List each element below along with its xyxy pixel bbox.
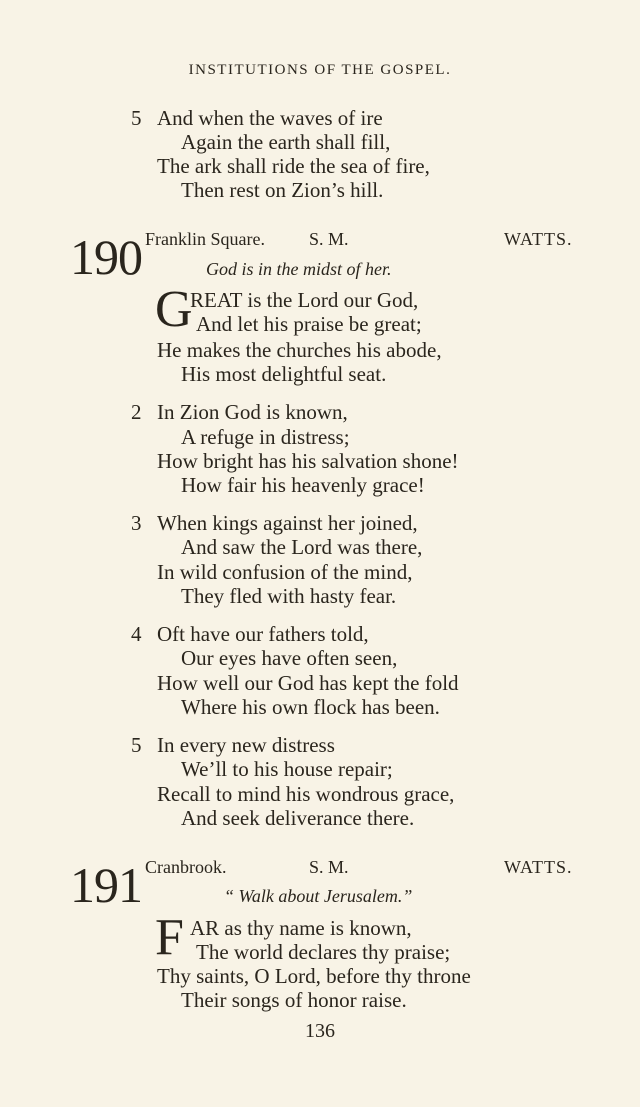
verse-line: The world declares thy praise; [196, 940, 451, 964]
tune-name: Franklin Square. [145, 229, 265, 249]
verse-line: Again the earth shall fill, [181, 130, 391, 154]
verse-line: In Zion God is known, [157, 400, 348, 424]
running-header: INSTITUTIONS OF THE GOSPEL. [188, 62, 452, 78]
verse-line: Recall to mind his wondrous grace, [157, 782, 455, 806]
meter: S. M. [309, 229, 349, 249]
verse-line: And let his praise be great; [196, 312, 422, 336]
hymn-number: 191 [70, 857, 142, 913]
verse-line: Their songs of honor raise. [181, 988, 407, 1012]
verse-line: When kings against her joined, [157, 511, 418, 535]
verse-line: REAT is the Lord our God, [190, 288, 419, 312]
page-number: 136 [305, 1020, 335, 1042]
stanza-number: 3 [131, 511, 142, 535]
verse-line: His most delightful seat. [181, 362, 387, 386]
verse-line: In wild confusion of the mind, [157, 560, 413, 584]
hymn-number: 190 [70, 229, 142, 285]
verse-line: The ark shall ride the sea of fire, [157, 154, 430, 178]
verse-line: Our eyes have often seen, [181, 646, 398, 670]
verse-line: Oft have our fathers told, [157, 622, 369, 646]
verse-line: AR as thy name is known, [190, 916, 412, 940]
tune-name: Cranbrook. [145, 857, 227, 877]
stanza-number: 5 [131, 733, 142, 757]
verse-line: Thy saints, O Lord, before thy throne [157, 964, 471, 988]
verse-line: Where his own flock has been. [181, 695, 440, 719]
verse-line: A refuge in distress; [181, 425, 350, 449]
stanza-number: 2 [131, 400, 142, 424]
drop-cap: G [155, 281, 193, 338]
verse-line: We’ll to his house repair; [181, 757, 393, 781]
hymn-subtitle: “ Walk about Jerusalem.” [224, 886, 413, 906]
verse-line: In every new distress [157, 733, 335, 757]
verse-line: And seek deliverance there. [181, 806, 415, 830]
verse-line: He makes the churches his abode, [157, 338, 442, 362]
hymn-subtitle: God is in the midst of her. [206, 259, 392, 279]
author: WATTS. [504, 857, 573, 877]
verse-line: How well our God has kept the fold [157, 671, 459, 695]
verse-line: And saw the Lord was there, [181, 535, 423, 559]
verse-line: Then rest on Zion’s hill. [181, 178, 384, 202]
verse-line: And when the waves of ire [157, 106, 383, 130]
verse-line: They fled with hasty fear. [181, 584, 397, 608]
verse-line: How fair his heavenly grace! [181, 473, 425, 497]
stanza-number: 5 [131, 106, 142, 130]
author: WATTS. [504, 229, 573, 249]
stanza-number: 4 [131, 622, 142, 646]
drop-cap: F [155, 909, 184, 966]
meter: S. M. [309, 857, 349, 877]
verse-line: How bright has his salvation shone! [157, 449, 459, 473]
